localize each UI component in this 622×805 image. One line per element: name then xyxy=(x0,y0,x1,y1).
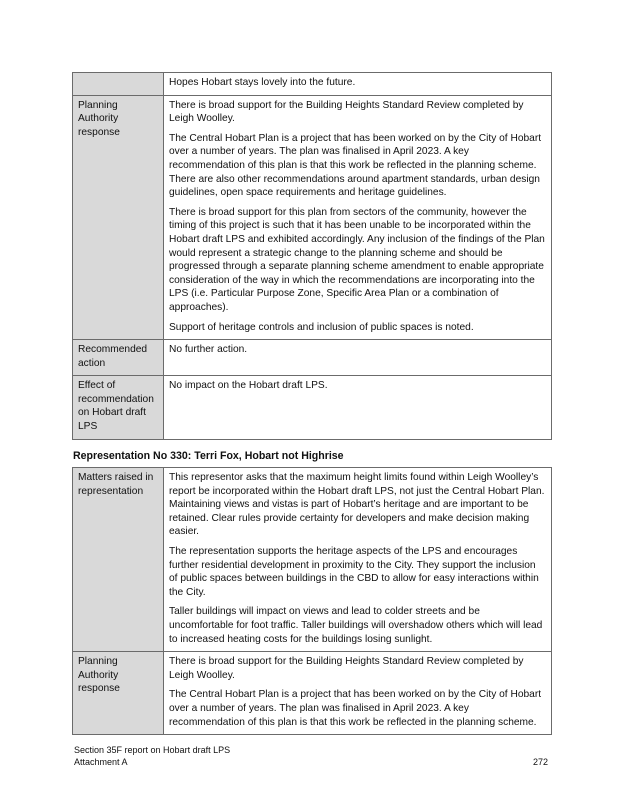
page-footer xyxy=(74,745,230,768)
row-content xyxy=(164,95,552,340)
representation-table-1 xyxy=(72,72,552,440)
table-row xyxy=(73,652,552,735)
row-label: Recommended action xyxy=(73,340,164,376)
table-row xyxy=(73,376,552,439)
table-row xyxy=(73,95,552,340)
row-label: Effect of recommendation on Hobart draft LPS xyxy=(73,376,164,439)
paragraph: There is broad support for the Building Heights Standard Review completed by Leigh Woolley. xyxy=(169,99,524,125)
paragraph: This representor asks that the maximum height limits found within Leigh Woolley’s report be incorporated within the Hobart draft LPS, not just the Central Hobart Plan. Maintaining views and vistas is part of Hobart’s heritage and are important to be retained. Clear rules provide certainty for developers and make decision making easier. xyxy=(169,472,545,538)
row-content xyxy=(164,340,552,376)
paragraph: There is broad support for the Building Heights Standard Review completed by Leigh Woolley. xyxy=(169,656,524,681)
paragraph: There is broad support for this plan from sectors of the community, however the timing of this project is such that it has been unable to be incorporated within the Hobart draft LPS and exhibited accordingly. Any inclusion of the findings of the Plan would represent a strategic change to the planning scheme and should be progressed through a separate planning scheme amendment to enable appropriate consideration of the way in which the recommendations are incorporating into the LPS (i.e. Particular Purpose Zone, Specific Area Plan or a combination of approaches). xyxy=(169,206,545,313)
paragraph: Taller buildings will impact on views and lead to colder streets and be uncomfortable for foot traffic. Taller buildings will overshadow others which will lead to increased heating costs for the buildings losing sunlight. xyxy=(169,606,543,645)
paragraph: The Central Hobart Plan is a project that has been worked on by the City of Hobart over a number of years. The plan was finalised in April 2023. A key recommendation of this plan is that this work be reflected in the planning scheme. There are also other recommendations around apartment standards, urban design guidelines, open space requirements and heritage guidelines. xyxy=(169,132,542,199)
row-label: Planning Authority response xyxy=(73,652,164,735)
paragraph: Hopes Hobart stays lovely into the future. xyxy=(169,77,356,88)
footer-report-title: Section 35F report on Hobart draft LPS xyxy=(74,745,231,755)
table-row xyxy=(73,73,552,96)
page-number: 272 xyxy=(532,757,548,767)
paragraph: The representation supports the heritage aspects of the LPS and encourages further residential development in proximity to the City. They support the inclusion of public spaces between buildings in the CBD to allow for easy interactions within the City. xyxy=(169,545,539,598)
representation-table-2 xyxy=(72,467,552,735)
paragraph: No further action. xyxy=(169,344,248,356)
table-row xyxy=(73,340,552,376)
paragraph: The Central Hobart Plan is a project that has been worked on by the City of Hobart over a number of years. The plan was finalised in April 2023. A key recommendation of this plan is that this work be reflected in the planning scheme. xyxy=(169,689,542,728)
footer-attachment: Attachment A xyxy=(74,756,128,767)
row-content xyxy=(164,652,552,735)
row-label xyxy=(73,73,164,96)
row-content xyxy=(164,468,552,652)
row-label: Matters raised in representation xyxy=(73,468,164,652)
table-row xyxy=(73,468,552,652)
representation-heading: Representation No 330: Terri Fox, Hobart not Highrise xyxy=(73,450,344,462)
paragraph: No impact on the Hobart draft LPS. xyxy=(169,380,328,392)
paragraph: Support of heritage controls and inclusion of public spaces is noted. xyxy=(169,321,474,333)
row-content xyxy=(164,376,552,439)
row-label: Planning Authority response xyxy=(73,95,164,340)
row-content xyxy=(164,73,552,96)
